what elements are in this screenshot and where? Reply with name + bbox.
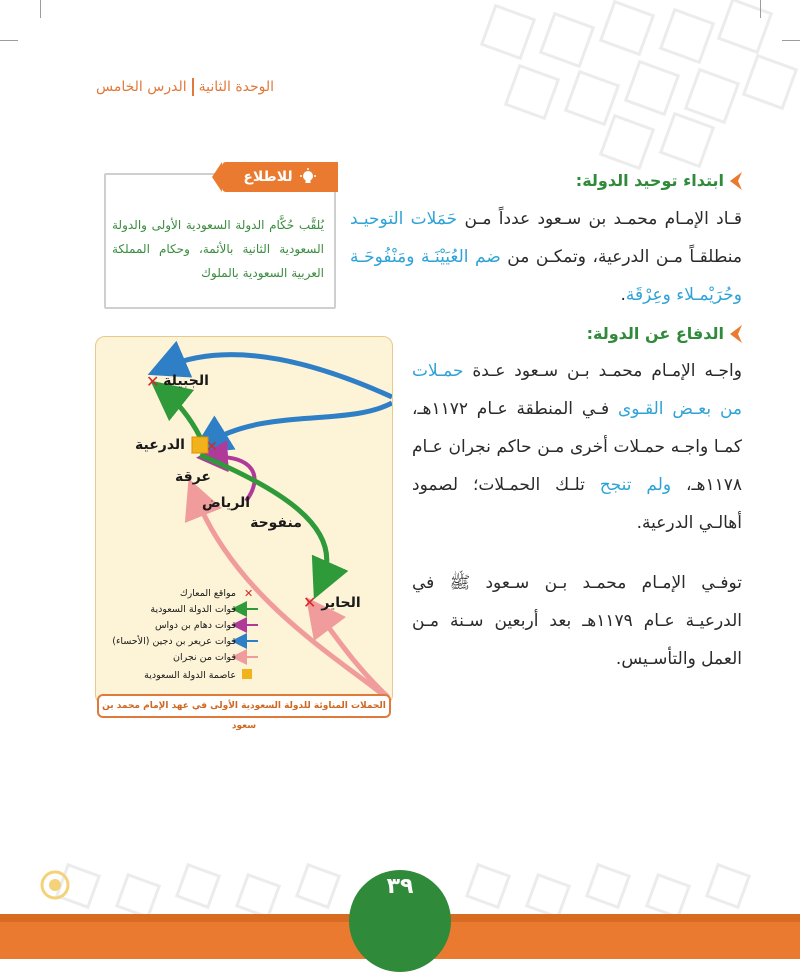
place-irqah: عرقة [175,469,211,485]
crop-mark [760,0,761,18]
map-caption: الحملات المناوئة للدولة السعودية الأولى في عهد الإمام محمد بن سعود [97,694,391,718]
unit-title: الوحدة الثانية [198,79,275,95]
chevron-left-icon [730,172,742,190]
background-diamond [175,863,221,909]
info-tag [222,162,338,192]
publisher-logo [40,868,70,902]
background-diamond [465,863,511,909]
paragraph-unification [350,200,742,314]
legend-battle-icon: ✕ [244,587,254,600]
background-diamond [705,863,751,909]
legend-saudi: قوات الدولة السعودية [150,604,236,615]
background-diamond [504,64,560,120]
background-diamond [585,863,631,909]
background-diamond [599,114,655,170]
section-title-text: الدفاع عن الدولة: [586,324,724,343]
background-diamond [659,112,715,168]
place-manfuhah: منفوحة [250,515,302,531]
text-run: واجـه الإمـام محمـد بـن سـعود عـدة [463,361,742,381]
text-run: منطلقـاً مـن الدرعية، وتمكـن من [500,247,742,267]
crop-mark [40,0,41,18]
background-diamond [115,873,161,919]
header-separator [192,78,194,96]
legend-capital-icon [242,669,252,679]
text-run: . [620,285,626,305]
map-legend [112,587,258,681]
background-diamond [539,12,595,68]
highlight-term: ولم تنجح [599,475,672,495]
crop-mark [0,40,18,41]
place-hair: الحاير [321,595,361,611]
background-diamond [235,873,281,919]
background-diamond [659,8,715,64]
paragraph-death: توفـي الإمـام محمـد بـن سـعود ﷺ في الدرعيـة عـام ١١٧٩هـ بعد أربعين سـنة مـن العمل والتأسـيس. [412,573,742,669]
background-diamond [624,60,680,116]
paragraph-defense [412,352,742,542]
text-run: فـي المنطقة عـام ١١٧٢هـ، كمـا واجـه حمـلات أخرى مـن حاكم نجران عـام ١١٧٨هـ، [412,399,743,495]
background-diamond [525,873,571,919]
legend-dahham: قوات دهام بن دواس [154,620,236,631]
background-diamond [742,54,798,110]
info-text: يُلقَّب حُكَّام الدولة السعودية الأولى والدولة السعودية الثانية بالأئمة، وحكام المملكة العربية السعودية بالملوك [112,218,324,280]
map-drawing [96,337,392,704]
battle-mark: ✕ [206,439,218,455]
background-diamond [480,4,536,60]
legend-uraiir: قوات عريعر بن دجين (الأحساء) [112,636,236,647]
route-uraiir-2 [208,403,392,443]
place-riyadh: الرياض [201,495,251,511]
battle-mark: ✕ [146,372,160,391]
crop-mark [782,40,800,41]
campaigns-map [95,336,393,705]
chevron-left-icon [730,325,742,343]
unit-lesson-header [96,78,274,96]
legend-najran: قوات من نجران [172,652,236,663]
page-number: ٣٩ [386,874,414,899]
background-diamond [717,0,773,54]
section-title-text: ابتداء توحيد الدولة: [575,171,724,190]
place-diriyah: الدرعية [135,437,185,453]
section-title-defense [587,324,742,343]
text-run: قـاد الإمـام محمـد بن سـعود عدداً مـن [457,209,743,229]
place-jubaila: الجبيلة [163,373,209,389]
highlight-term: ضم العُيَيْنَـة ومَنْفُوحَـة وحُرَيْمـلاء وعِرْقَة [350,247,742,305]
lightbulb-icon [299,168,317,186]
background-diamond [645,873,691,919]
legend-battles: مواقع المعارك [179,588,236,599]
text-run: تلـك الحمـلات؛ لصمود أهالـي الدرعية. [412,475,742,533]
legend-capital: عاصمة الدولة السعودية [144,670,236,681]
lesson-title: الدرس الخامس [96,79,187,95]
route-saudi-north [166,393,200,437]
info-tag-label: للاطلاع [243,169,293,185]
section-title-unification [576,171,742,190]
background-diamond [295,863,341,909]
battle-mark: ✕ [303,593,317,612]
background-diamond [599,0,655,56]
highlight-term: حَمَلات التوحيـد [350,209,458,229]
background-diamond [684,68,740,124]
highlight-term: حمـلات من بعـض القـوى [412,361,742,419]
